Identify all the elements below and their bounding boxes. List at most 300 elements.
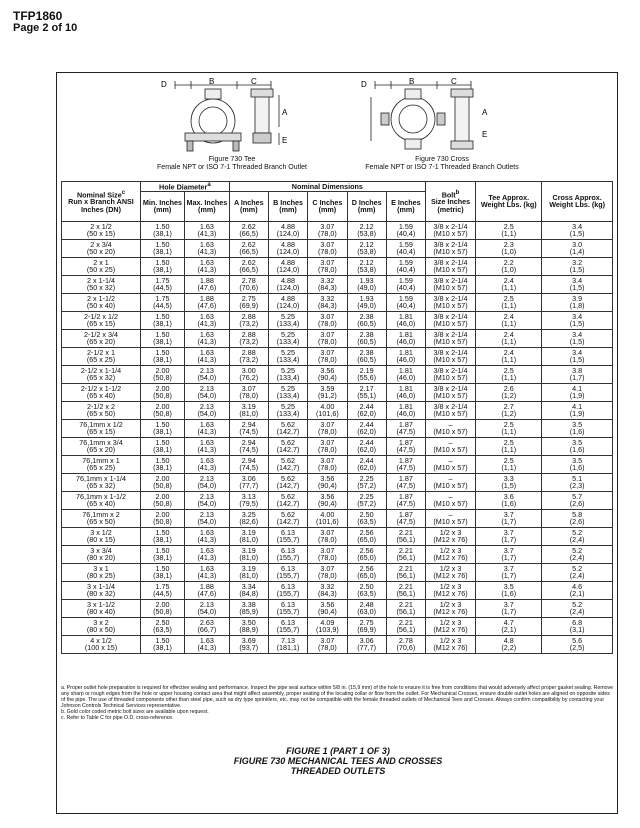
cell-metric: (1,6) <box>569 463 585 473</box>
table-cell <box>542 311 613 329</box>
cell-metric: (46,0) <box>396 355 416 365</box>
cell-value: 2.6 <box>503 383 514 393</box>
cell-metric: (78,0) <box>317 337 337 347</box>
table-cell <box>268 239 307 257</box>
table-cell <box>141 509 185 527</box>
cell-value: 2.94 <box>241 419 256 429</box>
cross-dim-e: E <box>482 130 488 139</box>
cell-value: 2.12 <box>359 239 374 249</box>
table-cell <box>268 635 307 653</box>
table-cell <box>141 635 185 653</box>
cell-metric: (50 x 25) <box>86 265 116 275</box>
table-cell <box>268 473 307 491</box>
cell-metric: (63,5) <box>153 625 172 635</box>
table-cell <box>386 347 425 365</box>
cell-value: 4.7 <box>503 617 514 627</box>
table-cell <box>425 563 475 581</box>
cell-metric: (1,5) <box>501 481 517 491</box>
col-a: A Inches (mm) <box>229 191 268 221</box>
cell-metric: (M12 x 76) <box>433 625 468 635</box>
table-cell <box>229 365 268 383</box>
table-row <box>62 599 613 617</box>
cell-metric: (41,3) <box>197 553 217 563</box>
cell-value: 2.63 <box>199 617 214 627</box>
cell-value: 1/2 x 3 <box>439 563 462 573</box>
cell-value: 2.3 <box>503 239 514 249</box>
cell-value: 4.88 <box>281 257 296 267</box>
table-cell <box>268 311 307 329</box>
cell-metric: (63,0) <box>357 607 377 617</box>
table-row <box>62 401 613 419</box>
cell-metric: (M10 x 57) <box>433 481 468 491</box>
cell-value: 2.62 <box>241 257 256 267</box>
table-cell <box>386 383 425 401</box>
cell-metric: (155,7) <box>276 553 300 563</box>
cell-value: 2-1/2 x 2 <box>87 401 115 411</box>
cell-metric: (54,0) <box>197 607 217 617</box>
cell-metric: (1,1) <box>501 283 517 293</box>
tee-dim-b: B <box>209 77 215 86</box>
cell-value: 3.07 <box>320 437 335 447</box>
cell-metric: (40,4) <box>396 247 416 257</box>
cell-value: 1.81 <box>398 347 413 357</box>
table-cell <box>347 383 386 401</box>
cell-metric: (M10 x 57) <box>433 247 468 257</box>
table-cell <box>268 581 307 599</box>
table-cell <box>184 437 229 455</box>
cell-metric: (65 x 32) <box>86 481 116 491</box>
cell-metric: (81,0) <box>239 409 259 419</box>
table-cell <box>308 563 347 581</box>
cell-metric: (133,4) <box>276 355 300 365</box>
table-cell <box>229 581 268 599</box>
cell-value: 2.13 <box>199 491 214 501</box>
cell-metric: (56,1) <box>396 625 416 635</box>
table-cell <box>476 635 542 653</box>
table-cell <box>141 617 185 635</box>
cell-metric: (65 x 25) <box>86 355 116 365</box>
table-cell <box>229 527 268 545</box>
cell-metric: (73,2) <box>239 319 259 329</box>
cell-metric: (74,5) <box>239 427 259 437</box>
table-cell <box>386 437 425 455</box>
table-cell <box>268 401 307 419</box>
cell-value: 2.50 <box>359 509 374 519</box>
cell-metric: (1,4) <box>569 247 585 257</box>
cell-metric: (65,0) <box>357 535 377 545</box>
table-cell <box>62 383 141 401</box>
cell-metric: (1,9) <box>569 409 585 419</box>
cell-metric: (56,1) <box>396 553 416 563</box>
cell-value: 1.87 <box>398 473 413 483</box>
table-row <box>62 437 613 455</box>
cell-metric: (79,5) <box>239 499 259 509</box>
table-cell <box>184 383 229 401</box>
cell-value: 1.87 <box>398 437 413 447</box>
cell-metric: (2,3) <box>569 481 585 491</box>
cell-metric: (41,3) <box>197 319 217 329</box>
table-cell <box>347 329 386 347</box>
cell-metric: (56,1) <box>396 589 416 599</box>
table-cell <box>386 491 425 509</box>
cell-value: 3.07 <box>320 329 335 339</box>
table-cell <box>542 221 613 239</box>
cell-value: 2 x 1-1/4 <box>87 275 115 285</box>
cell-value: 1.59 <box>398 293 413 303</box>
table-cell <box>542 635 613 653</box>
cell-metric: (78,0) <box>317 643 337 653</box>
table-row <box>62 527 613 545</box>
table-cell <box>347 527 386 545</box>
cell-value: 1.63 <box>199 239 214 249</box>
cell-value: 3.06 <box>241 473 256 483</box>
cell-value: 1.50 <box>155 527 170 537</box>
table-cell <box>386 455 425 473</box>
cell-metric: (1,6) <box>501 589 517 599</box>
table-cell <box>476 257 542 275</box>
cell-metric: (73,2) <box>239 337 259 347</box>
cell-value: 2.94 <box>241 455 256 465</box>
cell-metric: (76,2) <box>239 373 259 383</box>
table-cell <box>308 329 347 347</box>
table-cell <box>308 419 347 437</box>
cell-metric: (81,0) <box>239 553 259 563</box>
table-cell <box>476 617 542 635</box>
cell-value: 1.87 <box>398 419 413 429</box>
cell-metric: (133,4) <box>276 391 300 401</box>
cell-value: 2.21 <box>398 527 413 537</box>
cell-metric: (2,6) <box>569 499 585 509</box>
cell-value: 2.4 <box>503 329 514 339</box>
cross-dim-b: B <box>409 77 415 86</box>
table-cell <box>347 311 386 329</box>
table-cell <box>268 491 307 509</box>
table-cell <box>268 329 307 347</box>
table-cell <box>542 257 613 275</box>
table-cell <box>184 221 229 239</box>
cell-value: 1.63 <box>199 635 214 645</box>
cell-metric: (90,4) <box>317 481 337 491</box>
cell-value: 2.5 <box>503 221 514 231</box>
cell-value: 3/8 x 2-1/4 <box>433 275 468 285</box>
cell-value: 3.5 <box>503 581 514 591</box>
table-cell <box>308 617 347 635</box>
cell-metric: (46,0) <box>396 319 416 329</box>
table-cell <box>308 527 347 545</box>
tee-subtitle: Female NPT or ISO 7-1 Threaded Branch Outlet <box>157 164 307 171</box>
table-cell <box>425 473 475 491</box>
table-cell <box>268 293 307 311</box>
cell-value: 2.21 <box>398 599 413 609</box>
table-cell <box>425 545 475 563</box>
cell-metric: (142,7) <box>276 427 300 437</box>
table-cell <box>229 221 268 239</box>
cell-value: 3.3 <box>503 473 514 483</box>
table-cell <box>542 455 613 473</box>
cell-value: 1.63 <box>199 545 214 555</box>
cell-value: 3.7 <box>503 563 514 573</box>
cell-value: 2-1/2 x 1/2 <box>84 311 118 321</box>
cell-value: 3.7 <box>503 599 514 609</box>
cell-value: 3/8 x 2-1/4 <box>433 347 468 357</box>
table-cell <box>268 221 307 239</box>
table-cell <box>542 419 613 437</box>
cell-metric: (103,9) <box>315 625 339 635</box>
cell-metric: (77,7) <box>239 481 259 491</box>
cell-value: 3.19 <box>241 545 256 555</box>
cell-metric: (66,5) <box>239 229 259 239</box>
table-cell <box>184 455 229 473</box>
cell-value: 3.07 <box>320 527 335 537</box>
cell-metric: (54,0) <box>197 517 217 527</box>
cell-metric: (133,4) <box>276 337 300 347</box>
cell-value: 1.63 <box>199 347 214 357</box>
cell-metric: (78,0) <box>317 355 337 365</box>
cell-value: 4.8 <box>503 635 514 645</box>
col-nominal-dimensions: Nominal Dimensions <box>229 182 425 192</box>
page-number: Page 2 of 10 <box>13 22 78 34</box>
cell-metric: (1,5) <box>569 337 585 347</box>
table-cell <box>308 473 347 491</box>
cell-metric: (M10 x 57) <box>433 499 468 509</box>
table-cell <box>141 419 185 437</box>
cell-value: 1.75 <box>155 581 170 591</box>
table-cell <box>229 617 268 635</box>
cell-value: 2-1/2 x 1-1/4 <box>80 365 122 375</box>
cell-value: 1.87 <box>398 455 413 465</box>
table-cell <box>268 509 307 527</box>
table-cell <box>141 581 185 599</box>
cell-value: 1.50 <box>155 455 170 465</box>
caption-line-3: THREADED OUTLETS <box>290 766 386 776</box>
cell-value: 3.19 <box>241 563 256 573</box>
table-row <box>62 293 613 311</box>
cell-value: 4.1 <box>572 383 583 393</box>
cell-metric: (M12 x 76) <box>433 643 468 653</box>
table-cell <box>141 347 185 365</box>
cell-metric: (54,0) <box>197 499 217 509</box>
cell-metric: (2,6) <box>569 517 585 527</box>
table-cell <box>62 401 141 419</box>
cell-metric: (47,6) <box>197 283 217 293</box>
cell-value: 3.50 <box>241 617 256 627</box>
table-cell <box>141 599 185 617</box>
table-cell <box>141 257 185 275</box>
table-cell <box>425 311 475 329</box>
cell-value: 1.59 <box>398 257 413 267</box>
cell-metric: (155,7) <box>276 625 300 635</box>
cell-value: 3.07 <box>320 419 335 429</box>
table-cell <box>476 545 542 563</box>
cell-value: 2.5 <box>503 293 514 303</box>
cell-metric: (41,3) <box>197 535 217 545</box>
cell-metric: (54,0) <box>197 391 217 401</box>
table-cell <box>347 239 386 257</box>
cell-metric: (40,4) <box>396 229 416 239</box>
cell-metric: (47,5) <box>396 517 416 527</box>
cell-metric: (38,1) <box>153 265 172 275</box>
cell-value: 2.88 <box>241 347 256 357</box>
col-nominal-size: Nominal Size$^c$ Run x Branch ANSI Inches (DN) <box>62 182 141 222</box>
table-cell <box>141 563 185 581</box>
col-max: Max. Inches (mm) <box>184 191 229 221</box>
cell-value: 3.07 <box>241 383 256 393</box>
cell-value: 3 x 1 <box>93 563 109 573</box>
table-cell <box>386 635 425 653</box>
cell-metric: (78,0) <box>317 427 337 437</box>
figure-frame <box>56 72 618 814</box>
cell-metric: (133,4) <box>276 409 300 419</box>
cell-metric: (41,3) <box>197 445 217 455</box>
table-cell <box>542 401 613 419</box>
table-cell <box>229 239 268 257</box>
table-cell <box>476 365 542 383</box>
cell-value: 3/8 x 2-1/4 <box>433 365 468 375</box>
table-cell <box>386 545 425 563</box>
table-cell <box>141 527 185 545</box>
cell-value: 1.63 <box>199 563 214 573</box>
cell-metric: (1,1) <box>501 355 517 365</box>
table-cell <box>229 329 268 347</box>
cell-value: 3 x 3/4 <box>90 545 112 555</box>
cell-value: 2-1/2 x 1 <box>87 347 115 357</box>
cell-value: 1.50 <box>155 311 170 321</box>
cell-metric: (50,8) <box>153 499 172 509</box>
table-cell <box>308 293 347 311</box>
cell-value: 1.63 <box>199 437 214 447</box>
cell-value: 2.13 <box>199 473 214 483</box>
table-cell <box>268 347 307 365</box>
table-cell <box>308 437 347 455</box>
cell-metric: (84,8) <box>239 589 259 599</box>
table-cell <box>425 599 475 617</box>
figure-caption <box>57 746 619 776</box>
table-cell <box>542 347 613 365</box>
cell-metric: (53,8) <box>357 229 377 239</box>
cell-value: 2.38 <box>359 329 374 339</box>
cell-metric: (M10 x 57) <box>433 517 468 527</box>
table-cell <box>347 563 386 581</box>
cell-metric: (38,1) <box>153 427 172 437</box>
cell-metric: (44,5) <box>153 301 172 311</box>
table-row <box>62 275 613 293</box>
cell-metric: (2,4) <box>569 607 585 617</box>
cell-value: 2.00 <box>155 491 170 501</box>
cell-value: 5.2 <box>572 599 583 609</box>
cell-metric: (65 x 40) <box>86 499 116 509</box>
cell-value: 3 x 1/2 <box>90 527 112 537</box>
cell-value: 1.88 <box>199 275 214 285</box>
table-cell <box>141 473 185 491</box>
table-cell <box>62 293 141 311</box>
cell-value: 3.32 <box>320 581 335 591</box>
cell-metric: (1,6) <box>569 445 585 455</box>
cell-value: 2.13 <box>199 509 214 519</box>
table-cell <box>347 599 386 617</box>
cell-value: 5.62 <box>281 437 296 447</box>
cell-value: 2.56 <box>359 563 374 573</box>
cell-value: 3.07 <box>320 239 335 249</box>
cell-value: 76,1mm x 1-1/4 <box>76 473 126 483</box>
table-cell <box>347 455 386 473</box>
cell-metric: (41,3) <box>197 229 217 239</box>
table-row <box>62 617 613 635</box>
cell-value: 7.13 <box>281 635 296 645</box>
cell-metric: (84,3) <box>317 283 337 293</box>
cell-value: 2.00 <box>155 401 170 411</box>
tee-dim-e: E <box>282 136 288 145</box>
cell-metric: (80 x 25) <box>86 571 116 581</box>
cell-metric: (49,0) <box>357 283 377 293</box>
cell-value: 3.56 <box>320 599 335 609</box>
cell-metric: (1,5) <box>569 355 585 365</box>
cell-metric: (55,6) <box>357 373 377 383</box>
cell-metric: (78,0) <box>317 247 337 257</box>
caption-line-2: FIGURE 730 MECHANICAL TEES AND CROSSES <box>233 756 443 766</box>
cell-metric: (62,0) <box>357 409 377 419</box>
table-cell <box>308 383 347 401</box>
cell-metric: (65 x 32) <box>86 373 116 383</box>
table-cell <box>347 275 386 293</box>
cell-metric: (47,5) <box>396 445 416 455</box>
table-cell <box>184 617 229 635</box>
cell-metric: (66,5) <box>239 247 259 257</box>
table-cell <box>62 239 141 257</box>
table-cell <box>347 401 386 419</box>
cell-value: 2-1/2 x 3/4 <box>84 329 118 339</box>
cell-value: 1.88 <box>199 293 214 303</box>
cell-value: – <box>448 509 453 519</box>
cell-metric: (38,1) <box>153 553 172 563</box>
cell-metric: (84,3) <box>317 589 337 599</box>
cell-metric: (124,0) <box>276 301 300 311</box>
cell-metric: (41,3) <box>197 427 217 437</box>
table-cell <box>542 527 613 545</box>
cell-metric: (66,7) <box>197 625 217 635</box>
col-bolt-size: Bolt$^b$ Size Inches (metric) <box>425 182 475 222</box>
table-cell <box>347 257 386 275</box>
table-cell <box>386 257 425 275</box>
table-row <box>62 257 613 275</box>
cell-value: 3.69 <box>241 635 256 645</box>
table-cell <box>268 527 307 545</box>
table-cell <box>229 599 268 617</box>
cell-value: 4.09 <box>320 617 335 627</box>
cell-metric: (124,0) <box>276 247 300 257</box>
table-cell <box>476 599 542 617</box>
cell-metric: (53,8) <box>357 265 377 275</box>
cell-metric: (78,0) <box>317 445 337 455</box>
table-cell <box>476 401 542 419</box>
cell-value: 3.07 <box>320 545 335 555</box>
table-cell <box>347 635 386 653</box>
cell-metric: (41,3) <box>197 247 217 257</box>
cell-metric: (1,7) <box>501 607 517 617</box>
cell-metric: (38,1) <box>153 571 172 581</box>
cell-value: 1.93 <box>359 293 374 303</box>
table-cell <box>425 635 475 653</box>
table-cell <box>476 383 542 401</box>
table-cell <box>425 455 475 473</box>
cell-value: 2.13 <box>199 383 214 393</box>
table-cell <box>141 401 185 419</box>
cell-metric: (41,3) <box>197 337 217 347</box>
table-cell <box>386 527 425 545</box>
table-cell <box>425 347 475 365</box>
table-cell <box>386 239 425 257</box>
cell-value: 1.87 <box>398 509 413 519</box>
table-cell <box>62 257 141 275</box>
